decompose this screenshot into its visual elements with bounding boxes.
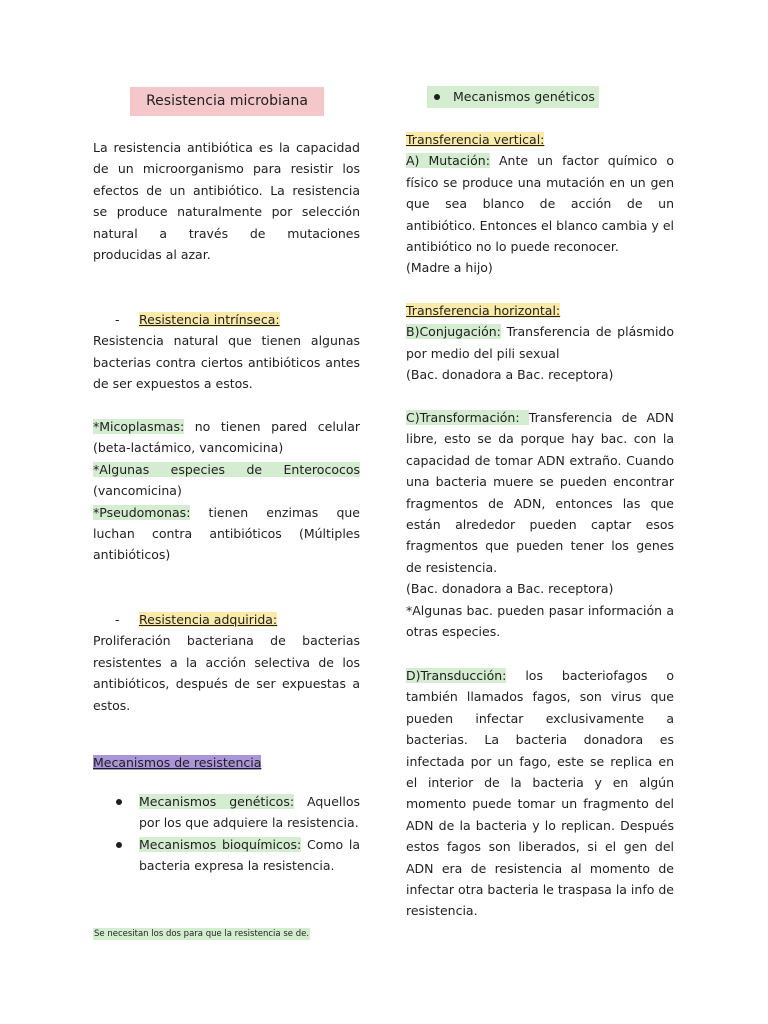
- mutacion-paragraph: [406, 150, 674, 257]
- vertical-heading-line: [406, 129, 674, 150]
- bullet-icon: [434, 94, 440, 100]
- transduccion-paragraph: [406, 665, 674, 922]
- conjugacion-note: (Bac. donadora a Bac. receptora): [406, 367, 614, 383]
- transformacion-note: (Bac. donadora a Bac. receptora): [406, 581, 614, 597]
- vertical-section: [406, 129, 674, 279]
- transduccion-text: los bacteriofagos o también llamados fagos, son virus que pueden infectar exclusivamente a bacterias. La bacteria donadora es infectada por un fago, este se replica en el interior de la bacteria y en algún momento puede tomar un fragmento del ADN de la bacteria y lo replican. Después estos fagos son liberados, si el gen del ADN era de resistencia al momento de infectar otra bacteria le traspasa la info de resistencia.: [406, 668, 674, 919]
- mecanismo-geneticos: [139, 791, 360, 834]
- mecanismos-section: [93, 752, 360, 773]
- mecanismos-heading: Mecanismos de resistencia: [93, 755, 262, 770]
- intrinseca-text: Resistencia natural que tienen algunas bacterias contra ciertos antibióticos antes de ser expuestos a estos.: [93, 333, 360, 392]
- intrinseca-section: [93, 309, 360, 395]
- bullet-icon: [116, 842, 122, 848]
- transduccion-label: D)Transducción:: [406, 668, 507, 683]
- intrinseca-heading: Resistencia intrínseca:: [139, 312, 280, 327]
- example-label: *Pseudomonas:: [93, 504, 191, 520]
- conjugacion-paragraph: [406, 321, 674, 364]
- vertical-heading: Transferencia vertical:: [406, 132, 545, 147]
- adquirida-text: Proliferación bacteriana de bacterias resistentes a la acción selectiva de los antibióticos, después de ser expuestas a estos.: [93, 633, 360, 713]
- mutacion-text: Ante un factor químico o físico se produce una mutación en un gen que sea blanco de acción de un antibiótico. Entonces el blanco cambia y el antibiótico no lo puede reconocer.: [406, 153, 674, 255]
- list-item: [93, 791, 360, 834]
- genetic-mechanisms-label: Mecanismos genéticos: [453, 89, 595, 104]
- horizontal-heading-line: [406, 300, 674, 321]
- mutacion-label: A) Mutación:: [406, 153, 490, 169]
- example-text: (vancomicina): [93, 483, 182, 499]
- example-label: *Algunas especies de Enterococos: [93, 461, 360, 477]
- dash-marker: -: [115, 312, 120, 327]
- footnote: Se necesitan los dos para que la resistencia se de.: [94, 929, 310, 939]
- intro-paragraph: La resistencia antibiótica es la capacidad de un microorganismo para resistir los efectos de un antibiótico. La resistencia se produce naturalmente por selección natural a través de mutaciones producidas al azar.: [93, 140, 360, 263]
- transformacion-paragraph: [406, 407, 674, 578]
- bullet-icon: [116, 799, 122, 805]
- conjugacion-text: Transferencia de plásmido por medio del pili sexual: [406, 324, 674, 361]
- mutacion-note: (Madre a hijo): [406, 260, 493, 276]
- example-enterococos: [93, 459, 360, 502]
- intrinseca-heading-item: [93, 309, 360, 330]
- transformacion-text: Transferencia de ADN libre, esto se da porque hay bac. con la capacidad de tomar ADN extraño. Cuando una bacteria muere se pueden encontrar fragmentos de ADN, entonces las que están alrededor pueden captar esos fragmentos que pueden tener los genes de resistencia.: [406, 410, 674, 575]
- transduccion-section: [406, 665, 674, 922]
- example-micoplasmas: [93, 416, 360, 459]
- dash-marker: -: [115, 612, 120, 627]
- transformacion-label: C)Transformación:: [406, 410, 529, 425]
- adquirida-heading-item: [93, 609, 360, 630]
- adquirida-section: [93, 609, 360, 716]
- example-text: tienen enzimas que luchan contra antibióticos (Múltiples antibióticos): [93, 504, 360, 563]
- intro-section: [93, 137, 360, 265]
- mecanismo-label: Mecanismos genéticos:: [139, 794, 295, 809]
- mecanismos-list: [93, 791, 360, 877]
- mecanismo-text: Aquellos por los que adquiere la resistencia.: [139, 794, 360, 831]
- example-label: *Micoplasmas:: [93, 419, 185, 434]
- horizontal-section: [406, 300, 674, 386]
- example-pseudomonas: [93, 502, 360, 566]
- example-text: no tienen pared celular (beta-lactámico, vancomicina): [93, 419, 360, 456]
- genetic-mechanisms-heading: [427, 86, 599, 108]
- adquirida-heading: Resistencia adquirida:: [139, 612, 278, 627]
- conjugacion-label: B)Conjugación:: [406, 324, 501, 340]
- list-item: [93, 834, 360, 877]
- page-title: Resistencia microbiana: [130, 87, 324, 116]
- transformacion-section: [406, 407, 674, 642]
- examples-section: [93, 416, 360, 566]
- mecanismo-bioquimicos: [139, 834, 360, 877]
- horizontal-heading: Transferencia horizontal:: [406, 303, 561, 318]
- mecanismo-label: Mecanismos bioquímicos:: [139, 836, 302, 852]
- mecanismo-text: Como la bacteria expresa la resistencia.: [139, 836, 360, 874]
- transformacion-extra-note: *Algunas bac. pueden pasar información a otras especies.: [406, 602, 674, 640]
- footnote-section: [93, 921, 360, 942]
